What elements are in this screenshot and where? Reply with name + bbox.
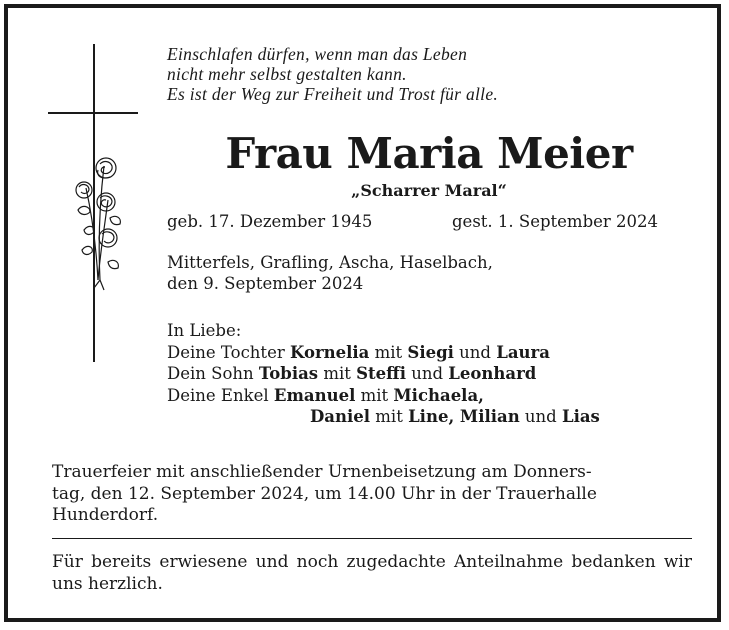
obituary-notice	[4, 4, 721, 622]
date-line: den 9. September 2024	[167, 274, 364, 293]
deceased-nickname: „Scharrer Maral“	[351, 181, 507, 200]
deceased-name: Frau Maria Meier	[225, 129, 633, 178]
text: mit	[369, 342, 408, 362]
family-list	[167, 320, 600, 428]
text: mit	[318, 364, 357, 383]
relative-name: Daniel	[310, 407, 371, 426]
family-intro: In Liebe:	[167, 321, 242, 340]
relative-name: Line, Milian	[408, 407, 520, 426]
poem	[167, 44, 687, 104]
relative-name: Siegi	[407, 342, 454, 362]
text: und	[405, 364, 449, 383]
family-son	[167, 363, 600, 385]
relative-name: Lias	[562, 407, 600, 426]
relative-name: Kornelia	[289, 342, 370, 362]
text: und	[453, 342, 497, 362]
poem-line: Einschlafen dürfen, wenn man das Leben	[167, 44, 468, 64]
text: und	[519, 407, 562, 426]
family-daughter	[167, 342, 600, 364]
relative-name: Leonhard	[448, 364, 537, 383]
poem-line: nicht mehr selbst gestalten kann.	[167, 64, 407, 84]
divider	[52, 538, 692, 539]
cross-with-roses-icon	[48, 40, 138, 366]
text: Dein Sohn	[167, 364, 259, 383]
relative-name: Steffi	[356, 364, 406, 383]
text: Deine Enkel	[167, 385, 274, 405]
service-line: tag, den 12. September 2024, um 14.00 Uhr in der Trauerhalle	[52, 483, 597, 504]
thanks-text: Für bereits erwiesene und noch zugedachte Anteilnahme bedanken wir uns herzlich.	[52, 552, 692, 594]
family-grandchildren-cont	[167, 406, 600, 428]
text: mit	[355, 385, 394, 405]
places-and-date	[167, 252, 493, 294]
places-line: Mitterfels, Grafling, Ascha, Haselbach,	[167, 253, 493, 272]
text: mit	[370, 407, 409, 426]
funeral-service-info	[52, 462, 692, 527]
relative-name: Emanuel	[273, 385, 356, 405]
death-date: gest. 1. September 2024	[452, 212, 659, 231]
relative-name: Laura	[496, 342, 550, 362]
text: Deine Tochter	[167, 342, 290, 362]
life-dates	[167, 211, 687, 235]
service-line: Trauerfeier mit anschließender Urnenbeisetzung am Donners-	[52, 462, 592, 482]
poem-line: Es ist der Weg zur Freiheit und Trost für alle.	[167, 84, 499, 104]
relative-name: Tobias	[258, 364, 319, 383]
family-grandchildren	[167, 385, 600, 407]
birth-date: geb. 17. Dezember 1945	[167, 212, 373, 231]
relative-name: Michaela,	[393, 385, 484, 405]
service-line: Hunderdorf.	[52, 505, 159, 525]
